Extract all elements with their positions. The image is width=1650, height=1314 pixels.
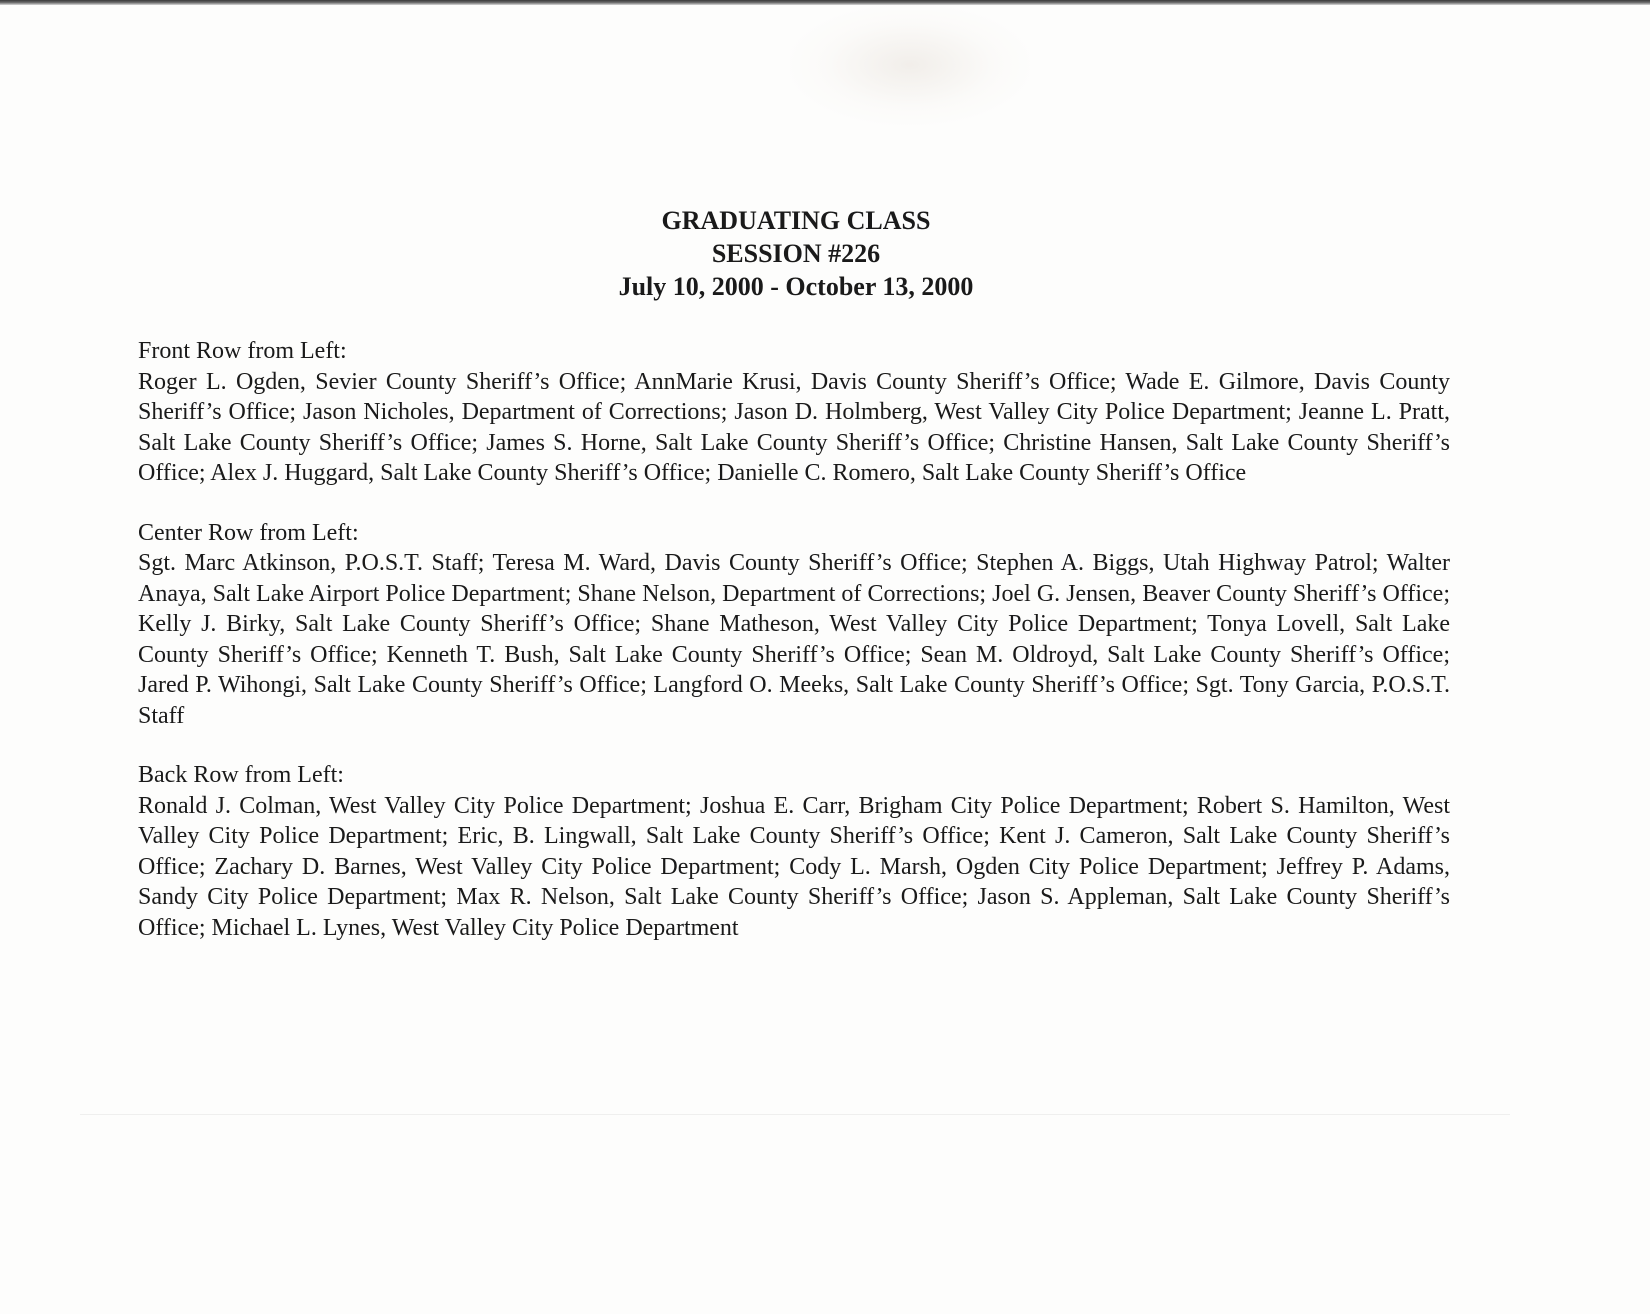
section-body: Roger L. Ogden, Sevier County Sheriff’s Office; AnnMarie Krusi, Davis County Sheriff’s Office; Wade E. Gilmore, Davis County Sheriff’s Office; Jason Nicholes, Department of Corrections; Jason D. Holmberg, West Valley City Police Department; Jeanne L. Pratt, Salt Lake County Sheriff’s Office; James S. Horne, Salt Lake County Sheriff’s Office; Christine Hansen, Salt Lake County Sheriff’s Office; Alex J. Huggard, Salt Lake County Sheriff’s Office; Danielle C. Romero, Salt Lake County Sheriff’s Office — [138, 368, 1450, 486]
section-body: Sgt. Marc Atkinson, P.O.S.T. Staff; Teresa M. Ward, Davis County Sheriff’s Office; Stephen A. Biggs, Utah Highway Patrol; Walter Anaya, Salt Lake Airport Police Department; Shane Nelson, Department of Corrections; Joel G. Jensen, Beaver County Sheriff’s Office; Kelly J. Birky, Salt Lake County Sheriff’s Office; Shane Matheson, West Valley City Police Department; Tonya Lovell, Salt Lake County Sheriff’s Office; Kenneth T. Bush, Salt Lake County Sheriff’s Office; Sean M. Oldroyd, Salt Lake County Sheriff’s Office; Jared P. Wihongi, Salt Lake County Sheriff’s Office; Langford O. Meeks, Salt Lake County Sheriff’s Office; Sgt. Tony Garcia, P.O.S.T. Staff — [138, 550, 1450, 729]
section-back-row — [138, 760, 1450, 943]
header-dates: July 10, 2000 - October 13, 2000 — [618, 272, 974, 301]
section-body: Ronald J. Colman, West Valley City Police Department; Joshua E. Carr, Brigham City Police Department; Robert S. Hamilton, West Valley City Police Department; Eric, B. Lingwall, Salt Lake County Sheriff’s Office; Kent J. Cameron, Salt Lake County Sheriff’s Office; Zachary D. Barnes, West Valley City Police Department; Cody L. Marsh, Ogden City Police Department; Jeffrey P. Adams, Sandy City Police Department; Max R. Nelson, Salt Lake County Sheriff’s Office; Jason S. Appleman, Salt Lake County Sheriff’s Office; Michael L. Lynes, West Valley City Police Department — [138, 792, 1450, 941]
header-session: SESSION #226 — [711, 239, 881, 268]
header-title: GRADUATING CLASS — [661, 206, 931, 235]
document-header — [0, 204, 1592, 303]
scan-fold-line — [80, 1114, 1510, 1115]
section-heading: Center Row from Left: — [138, 519, 359, 546]
section-center-row — [138, 518, 1450, 732]
section-heading: Back Row from Left: — [138, 762, 344, 788]
document-body — [138, 336, 1450, 972]
paper-smudge — [790, 5, 1030, 125]
section-heading: Front Row from Left: — [138, 338, 347, 364]
section-front-row — [138, 336, 1450, 489]
